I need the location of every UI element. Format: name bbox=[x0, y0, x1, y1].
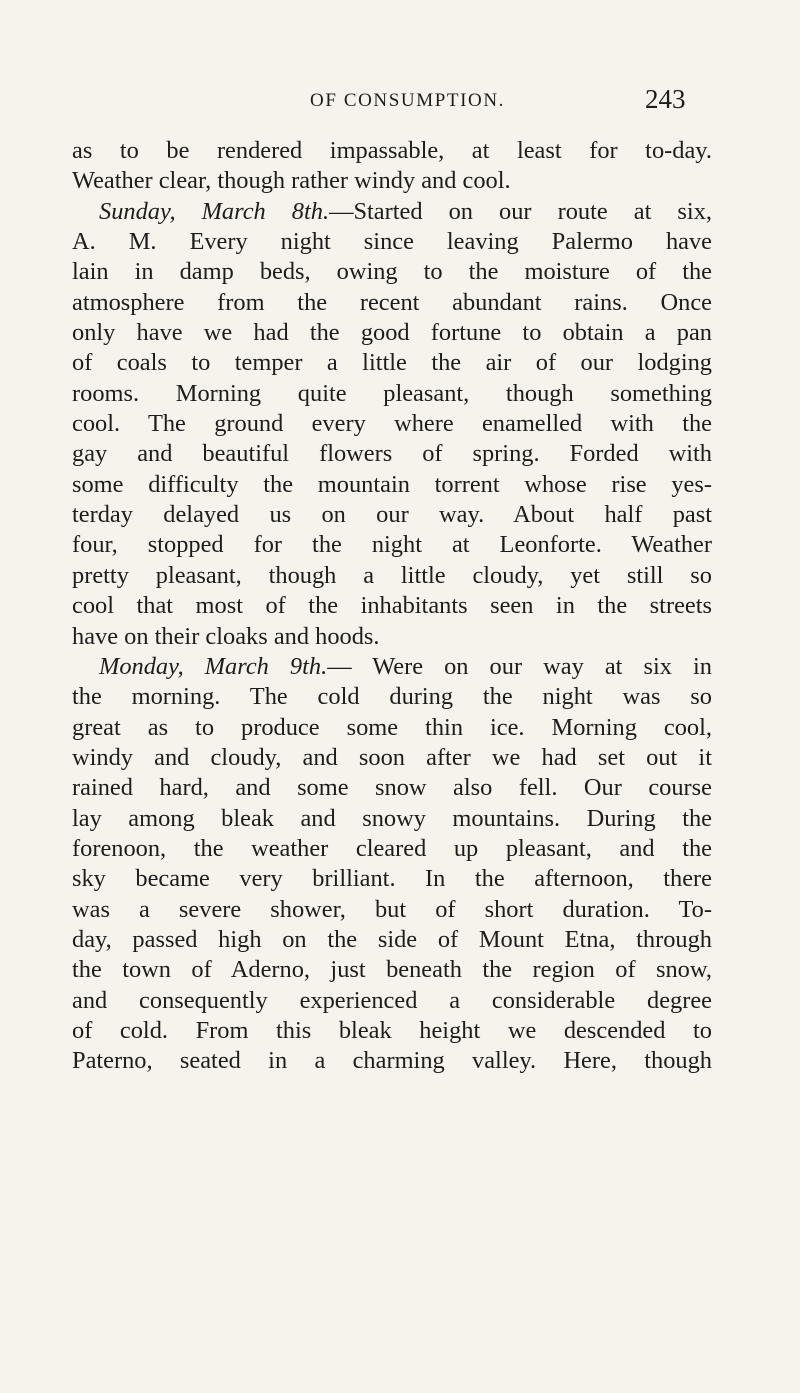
text-line: pretty pleasant, though a little cloudy, yet still so bbox=[72, 561, 712, 589]
text-line-rest: — Were on our way at six in bbox=[327, 652, 712, 680]
running-head bbox=[0, 84, 800, 114]
text-line: four, stopped for the night at Leonforte. Weather bbox=[72, 531, 712, 559]
text-line bbox=[72, 652, 712, 682]
text-line: rooms. Morning quite pleasant, though something bbox=[72, 379, 712, 407]
text-line: as to be rendered impassable, at least for to-day. bbox=[72, 137, 712, 164]
text-line: Paterno, seated in a charming valley. Here, though bbox=[72, 1047, 712, 1075]
text-line-rest: —Started on our route at six, bbox=[329, 197, 712, 225]
date-heading: Monday, March 9th. bbox=[99, 652, 328, 680]
text-line: A. M. Every night since leaving Palermo have bbox=[72, 228, 712, 256]
body-text bbox=[72, 136, 712, 1077]
text-line: the morning. The cold during the night was so bbox=[72, 683, 712, 711]
text-line: of cold. From this bleak height we descended to bbox=[72, 1016, 712, 1044]
text-line: cool. The ground every where enamelled with the bbox=[72, 410, 712, 438]
text-line: terday delayed us on our way. About half past bbox=[72, 501, 712, 529]
text-line: forenoon, the weather cleared up pleasant, and the bbox=[72, 834, 712, 862]
text-line: sky became very brilliant. In the afternoon, there bbox=[72, 865, 712, 893]
text-line: lain in damp beds, owing to the moisture of the bbox=[72, 258, 712, 286]
text-line: great as to produce some thin ice. Morning cool, bbox=[72, 713, 712, 741]
text-line: cool that most of the inhabitants seen in the streets bbox=[72, 592, 712, 620]
text-line: only have we had the good fortune to obtain a pan bbox=[72, 319, 712, 347]
text-line: was a severe shower, but of short duration. To- bbox=[72, 895, 712, 923]
text-line: some difficulty the mountain torrent whose rise yes- bbox=[72, 470, 712, 498]
text-line: rained hard, and some snow also fell. Our course bbox=[72, 774, 712, 802]
page-number: 243 bbox=[645, 84, 686, 114]
text-line: day, passed high on the side of Mount Etna, through bbox=[72, 925, 712, 953]
text-line bbox=[72, 197, 712, 227]
text-line: the town of Aderno, just beneath the region of snow, bbox=[72, 956, 712, 984]
text-line: windy and cloudy, and soon after we had set out it bbox=[72, 743, 712, 771]
text-line: Weather clear, though rather windy and cool. bbox=[72, 167, 511, 195]
text-line: lay among bleak and snowy mountains. During the bbox=[72, 804, 712, 832]
date-heading: Sunday, March 8th. bbox=[99, 197, 330, 225]
text-line: of coals to temper a little the air of our lodging bbox=[72, 349, 712, 377]
text-line: gay and beautiful flowers of spring. Forded with bbox=[72, 440, 712, 468]
text-line: have on their cloaks and hoods. bbox=[72, 622, 380, 650]
text-line: atmosphere from the recent abundant rains. Once bbox=[72, 288, 712, 316]
running-title: OF CONSUMPTION. bbox=[310, 90, 506, 111]
text-line: and consequently experienced a considerable degree bbox=[72, 986, 712, 1014]
